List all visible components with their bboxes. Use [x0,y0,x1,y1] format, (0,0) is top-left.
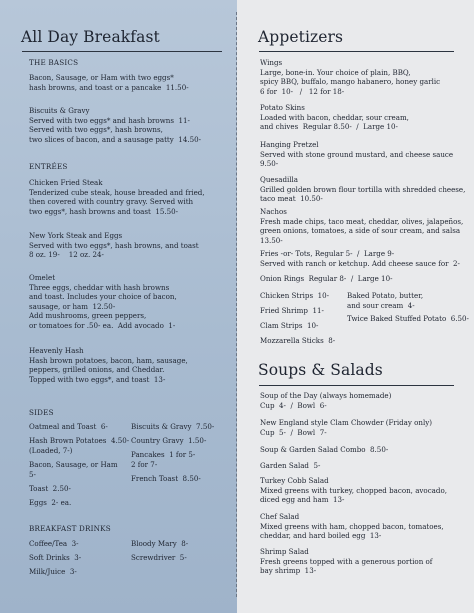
menu-item-onion-rings: Onion Rings Regular 8- / Large 10- [260,274,393,283]
menu-item-chicken-strips: Chicken Strips 10- [260,291,330,300]
menu-item-clam-chowder: New England style Clam Chowder (Friday only) Cup 5- / Bowl 7- [260,418,432,437]
soups-title: Soups & Salads [258,361,383,379]
menu-item-biscuits-gravy: Biscuits & Gravy Served with two eggs* and hash browns 11- Served with two eggs*, hash browns, two slices of bacon, and a sausage patty 14.50- [29,106,202,144]
drinks-header: BREAKFAST DRINKS [29,524,111,533]
entrees-header: ENTRÉES [29,162,68,171]
menu-item-chicken-fried-steak: Chicken Fried Steak Tenderized cube steak, house breaded and fried, then covered with country gravy. Served with two eggs*, hash browns and toast 15.50- [29,178,205,216]
menu-item-baked-potato: Baked Potato, butter, and sour cream 4- [347,291,424,310]
menu-item-wings: Wings Large, bone-in. Your choice of plain, BBQ, spicy BBQ, buffalo, mango habanero, honey garlic 6 for 10- / 12 for 18- [260,58,441,96]
menu-item-fried-shrimp: Fried Shrimp 11- [260,306,324,315]
menu-item-twice-baked-potato: Twice Baked Stuffed Potato 6.50- [347,314,469,323]
menu-item-hanging-pretzel: Hanging Pretzel Served with stone ground mustard, and cheese sauce 9.50- [260,140,454,169]
soups-title-rule [259,385,454,386]
drink-screwdriver: Screwdriver 5- [131,553,187,562]
side-country-gravy: Country Gravy 1.50- [131,436,207,445]
appetizers-column [237,0,474,613]
menu-item-garden-salad: Garden Salad 5- [260,461,321,470]
menu-item-shrimp-salad: Shrimp Salad Fresh greens topped with a generous portion of bay shrimp 13- [260,547,433,576]
menu-item-mozzarella-sticks: Mozzarella Sticks 8- [260,336,336,345]
side-pancakes: Pancakes 1 for 5- 2 for 7- [131,450,196,469]
side-biscuits-gravy: Biscuits & Gravy 7.50- [131,422,215,431]
sides-header: SIDES [29,408,54,417]
menu-item-nachos: Nachos Fresh made chips, taco meat, cheddar, olives, jalapeños, green onions, tomatoes, a side of sour cream, and salsa 13.50- [260,207,464,245]
drink-milk-juice: Milk/Juice 3- [29,567,77,576]
menu-item-quesadilla: Quesadilla Grilled golden brown flour tortilla with shredded cheese, taco meat 10.50- [260,175,466,204]
drink-soft-drinks: Soft Drinks 3- [29,553,82,562]
drink-coffee-tea: Coffee/Tea 3- [29,539,79,548]
basics-header: THE BASICS [29,58,79,67]
side-toast: Toast 2.50- [29,484,71,493]
menu-item-bacon-sausage-ham: Bacon, Sausage, or Ham with two eggs* hash browns, and toast or a pancake 11.50- [29,73,189,92]
menu-item-new-york-steak: New York Steak and Eggs Served with two eggs*, hash browns, and toast 8 oz. 19- 12 oz. 24- [29,231,199,260]
menu-item-fries-tots: Fries -or- Tots, Regular 5- / Large 9- Served with ranch or ketchup. Add cheese sauce for 2- [260,249,460,268]
menu-item-clam-strips: Clam Strips 10- [260,321,319,330]
side-eggs: Eggs 2- ea. [29,498,72,507]
appetizers-title: Appetizers [258,28,344,46]
breakfast-title-rule [22,51,222,52]
menu-item-potato-skins: Potato Skins Loaded with bacon, cheddar, sour cream, and chives Regular 8.50- / Large 10- [260,103,409,132]
side-french-toast: French Toast 8.50- [131,474,201,483]
menu-item-omelet: Omelet Three eggs, cheddar with hash browns and toast. Includes your choice of bacon, sausage, or ham 12.50- Add mushrooms, green peppers, or tomatoes for .50- ea. Add avocado 1- [29,273,177,330]
side-meats: Bacon, Sausage, or Ham 5- [29,460,118,479]
side-hash-browns: Hash Brown Potatoes 4.50- (Loaded, 7-) [29,436,130,455]
menu-item-heavenly-hash: Heavenly Hash Hash brown potatoes, bacon, ham, sausage, peppers, grilled onions, and Cheddar. Topped with two eggs*, and toast 13- [29,346,188,384]
drink-bloody-mary: Bloody Mary 8- [131,539,189,548]
menu-item-chef-salad: Chef Salad Mixed greens with ham, chopped bacon, tomatoes, cheddar, and hard boiled egg 13- [260,512,444,541]
menu-item-soup-salad-combo: Soup & Garden Salad Combo 8.50- [260,445,389,454]
menu-item-soup-of-day: Soup of the Day (always homemade) Cup 4- / Bowl 6- [260,391,392,410]
menu-item-turkey-cobb: Turkey Cobb Salad Mixed greens with turkey, chopped bacon, avocado, diced egg and ham 13- [260,476,447,505]
appetizers-title-rule [259,51,454,52]
breakfast-title: All Day Breakfast [21,28,160,46]
side-oatmeal: Oatmeal and Toast 6- [29,422,108,431]
